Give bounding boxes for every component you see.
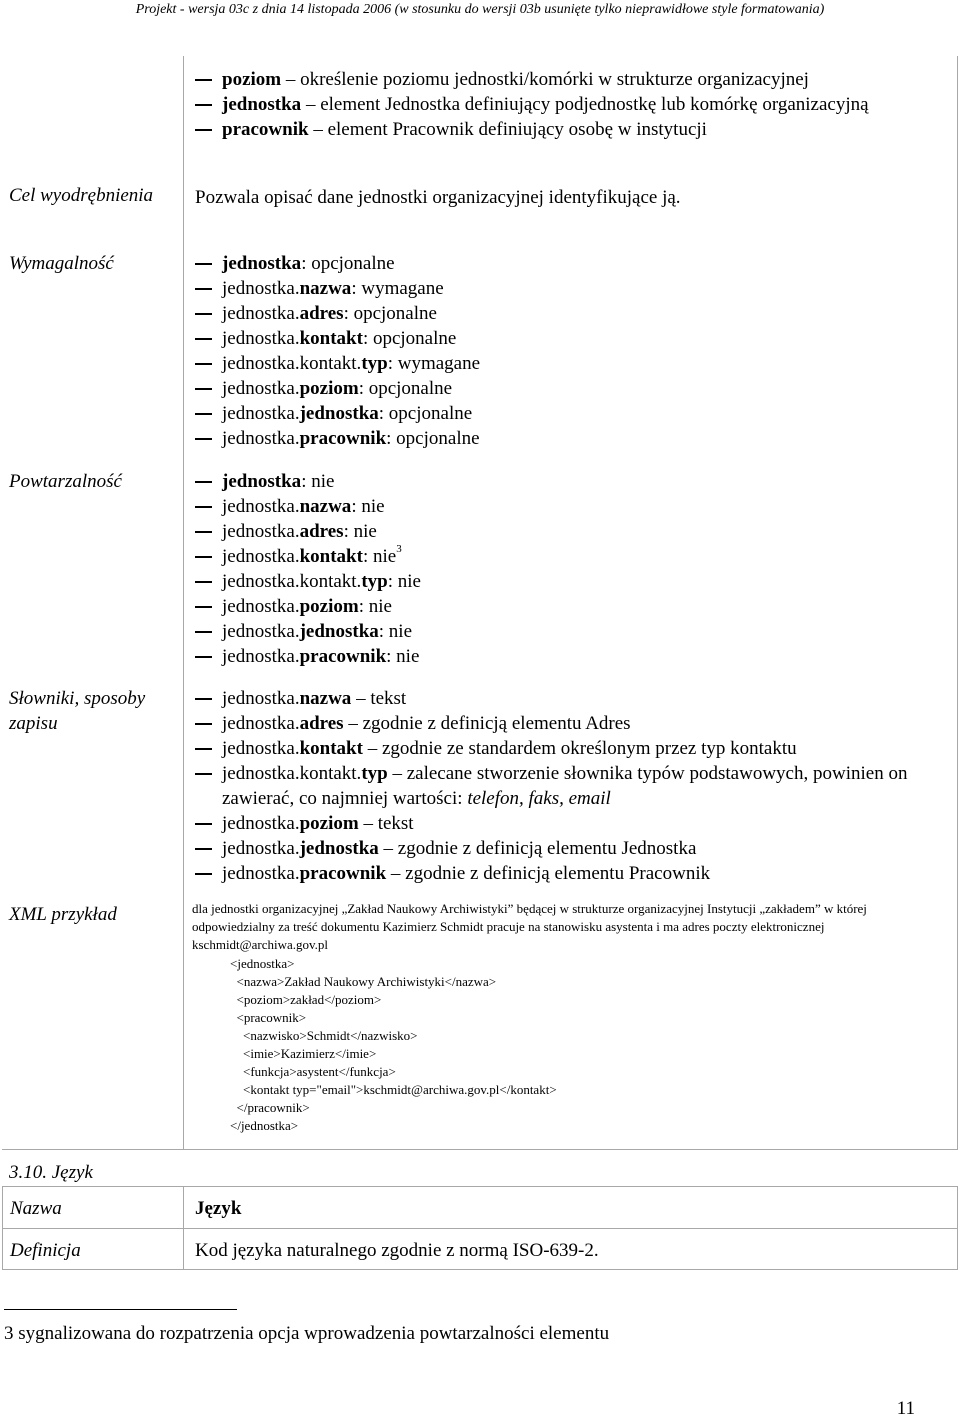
list-item xyxy=(195,301,957,326)
xml-code-line: <funkcja>asystent</funkcja> xyxy=(230,1064,396,1079)
item-prefix: jednostka. xyxy=(222,838,300,859)
item-suffix: : opcjonalne xyxy=(343,303,437,324)
list-item xyxy=(195,351,957,376)
nazwa-value: Język xyxy=(195,1198,242,1219)
item-key: poziom xyxy=(299,596,359,617)
item-prefix: jednostka. xyxy=(222,278,300,299)
xml-code-line: <pracownik> xyxy=(230,1010,307,1025)
xml-code-line: <nazwa>Zakład Naukowy Archiwistyki</nazwa> xyxy=(230,974,497,989)
item-italic: telefon, faks, email xyxy=(467,788,611,809)
item-prefix: jednostka. xyxy=(222,738,300,759)
intro-content-cell xyxy=(184,56,958,179)
xml-content-cell xyxy=(184,895,958,1149)
list-item xyxy=(195,644,957,669)
item-suffix: – zgodnie z definicją elementu Pracownik xyxy=(386,863,711,884)
list-item xyxy=(195,836,957,861)
xml-description: dla jednostki organizacyjnej „Zakład Naukowy Archiwistyki” będącej w strukturze organizacyjnej Instytucji „zakładem” w której odpowiedzialny za treść dokumentu Kazimierz Schmidt pracuje na stanowisku asystenta i ma adres poczty elektronicznej kschmidt@archiwa.gov.pl xyxy=(192,901,867,952)
item-key: adres xyxy=(299,521,344,542)
cel-row xyxy=(2,179,958,245)
item-prefix: jednostka. xyxy=(222,328,300,349)
item-key: adres xyxy=(299,303,344,324)
item-key: jednostka xyxy=(222,471,302,492)
list-item xyxy=(195,619,957,644)
slowniki-label: Słowniki, sposoby zapisu xyxy=(9,688,146,734)
item-key: kontakt xyxy=(299,546,363,567)
item-prefix: jednostka.kontakt. xyxy=(222,571,362,592)
powtarzalnosc-label-cell xyxy=(2,467,184,684)
item-key: typ xyxy=(361,571,388,592)
item-key: jednostka xyxy=(299,621,379,642)
item-suffix: – zgodnie z definicją elementu Adres xyxy=(343,713,631,734)
wymagalnosc-list xyxy=(184,251,957,451)
list-item xyxy=(195,761,957,811)
item-key: poziom xyxy=(299,378,359,399)
item-suffix: : opcjonalne xyxy=(358,378,453,399)
powtarzalnosc-content-cell xyxy=(184,467,958,684)
list-item xyxy=(195,494,957,519)
item-prefix: jednostka. xyxy=(222,813,300,834)
item-suffix: – zgodnie z definicją elementu Jednostka xyxy=(378,838,697,859)
cel-label-cell xyxy=(2,179,184,245)
cel-label: Cel wyodrębnienia xyxy=(9,185,154,206)
definicja-label: Definicja xyxy=(3,1229,184,1270)
list-item xyxy=(195,426,957,451)
xml-code-line: <imie>Kazimierz</imie> xyxy=(230,1046,377,1061)
xml-code-line: <kontakt typ="email">kschmidt@archiwa.gov.pl</kontakt> xyxy=(230,1082,557,1097)
definicja-value: Kod języka naturalnego zgodnie z normą ISO-639-2. xyxy=(195,1240,599,1261)
wymagalnosc-content-cell xyxy=(184,245,958,467)
wymagalnosc-row xyxy=(2,245,958,467)
list-item xyxy=(195,401,957,426)
item-key: adres xyxy=(299,713,344,734)
item-suffix: : opcjonalne xyxy=(362,328,457,349)
item-text: – określenie poziomu jednostki/komórki w strukturze organizacyjnej xyxy=(281,69,809,90)
item-prefix: jednostka. xyxy=(222,521,300,542)
item-suffix: : wymagane xyxy=(387,353,481,374)
wymagalnosc-label: Wymagalność xyxy=(9,253,114,274)
item-key: jednostka xyxy=(299,403,379,424)
item-suffix: : nie xyxy=(343,521,377,542)
list-item xyxy=(195,276,957,301)
slowniki-list xyxy=(184,686,957,886)
item-suffix: – tekst xyxy=(351,688,407,709)
intro-row xyxy=(2,56,958,179)
item-prefix: jednostka. xyxy=(222,303,300,324)
item-suffix: : nie xyxy=(362,546,397,567)
powtarzalnosc-label: Powtarzalność xyxy=(9,471,122,492)
xml-code-line: <jednostka> xyxy=(230,956,295,971)
item-key: jednostka xyxy=(222,94,302,115)
xml-code-line: <poziom>zakład</poziom> xyxy=(230,992,382,1007)
item-key: kontakt xyxy=(299,328,363,349)
item-key: nazwa xyxy=(299,278,352,299)
item-suffix: : nie xyxy=(351,496,385,517)
item-key: jednostka xyxy=(299,838,379,859)
list-item xyxy=(195,326,957,351)
item-suffix: : nie xyxy=(387,571,421,592)
item-suffix: : nie xyxy=(386,646,420,667)
language-table xyxy=(2,1186,958,1270)
xml-code-block xyxy=(184,954,957,1135)
item-key: poziom xyxy=(222,69,282,90)
item-text: – element Pracownik definiujący osobę w instytucji xyxy=(308,119,707,140)
list-item xyxy=(195,67,957,92)
footnote-ref: 3 xyxy=(396,543,402,555)
item-text: – element Jednostka definiujący podjednostkę lub komórkę organizacyjną xyxy=(301,94,869,115)
xml-label-cell xyxy=(2,895,184,1149)
nazwa-row xyxy=(3,1187,957,1229)
slowniki-content-cell xyxy=(184,684,958,895)
powtarzalnosc-list xyxy=(184,469,957,669)
list-item xyxy=(195,92,957,117)
intro-label-cell xyxy=(2,56,184,179)
item-key: nazwa xyxy=(299,496,352,517)
item-prefix: jednostka. xyxy=(222,688,300,709)
wymagalnosc-label-cell xyxy=(2,245,184,467)
intro-list xyxy=(184,67,957,142)
item-suffix: : nie xyxy=(358,596,392,617)
item-key: nazwa xyxy=(299,688,352,709)
item-prefix: jednostka. xyxy=(222,496,300,517)
item-suffix: : nie xyxy=(378,621,413,642)
item-prefix: jednostka. xyxy=(222,713,300,734)
item-key: kontakt xyxy=(299,738,363,759)
item-key: pracownik xyxy=(299,863,387,884)
item-prefix: jednostka. xyxy=(222,621,300,642)
powtarzalnosc-row xyxy=(2,467,958,684)
item-suffix: – zalecane stworzenie słownika typów podstawowych, powinien on zawierać, co najmniej wartości: xyxy=(222,763,908,809)
item-prefix: jednostka. xyxy=(222,378,300,399)
section-title: 3.10. Język xyxy=(9,1162,93,1183)
list-item xyxy=(195,861,957,886)
list-item xyxy=(195,811,957,836)
item-suffix: – zgodnie ze standardem określonym przez typ kontaktu xyxy=(362,738,797,759)
item-suffix: : nie xyxy=(301,471,335,492)
item-prefix: jednostka. xyxy=(222,546,300,567)
item-prefix: jednostka.kontakt. xyxy=(222,763,362,784)
element-spec-table xyxy=(2,56,958,1149)
list-item xyxy=(195,594,957,619)
item-prefix: jednostka. xyxy=(222,863,300,884)
cel-text: Pozwala opisać dane jednostki organizacyjnej identyfikujące ją. xyxy=(195,187,681,208)
list-item xyxy=(195,376,957,401)
xml-code-line: <nazwisko>Schmidt</nazwisko> xyxy=(230,1028,418,1043)
item-suffix: : opcjonalne xyxy=(386,428,480,449)
item-key: pracownik xyxy=(299,428,387,449)
item-prefix: jednostka. xyxy=(222,646,300,667)
item-prefix: jednostka. xyxy=(222,403,300,424)
list-item xyxy=(195,117,957,142)
list-item xyxy=(195,736,957,761)
page-number: 11 xyxy=(896,1398,915,1419)
item-key: typ xyxy=(361,763,388,784)
item-key: typ xyxy=(361,353,388,374)
definicja-row xyxy=(3,1229,957,1270)
footnote-separator xyxy=(4,1309,237,1310)
list-item xyxy=(195,544,957,569)
list-item xyxy=(195,251,957,276)
item-key: pracownik xyxy=(299,646,387,667)
item-suffix: : wymagane xyxy=(351,278,444,299)
list-item xyxy=(195,686,957,711)
xml-code-line: </jednostka> xyxy=(230,1118,299,1133)
nazwa-label: Nazwa xyxy=(3,1187,184,1228)
list-item xyxy=(195,519,957,544)
cel-content-cell xyxy=(184,179,958,245)
item-suffix: – tekst xyxy=(358,813,414,834)
slowniki-label-cell xyxy=(2,684,184,895)
list-item xyxy=(195,569,957,594)
slowniki-row xyxy=(2,684,958,895)
item-suffix: : opcjonalne xyxy=(301,253,395,274)
item-suffix: : opcjonalne xyxy=(378,403,473,424)
item-prefix: jednostka. xyxy=(222,428,300,449)
footnote: 3 sygnalizowana do rozpatrzenia opcja wprowadzenia powtarzalności elementu xyxy=(4,1323,610,1344)
item-prefix: jednostka.kontakt. xyxy=(222,353,362,374)
xml-code-line: </pracownik> xyxy=(230,1100,310,1115)
xml-row xyxy=(2,895,958,1150)
list-item xyxy=(195,711,957,736)
item-key: jednostka xyxy=(222,253,302,274)
list-item xyxy=(195,469,957,494)
page-header: Projekt - wersja 03c z dnia 14 listopada 2006 (w stosunku do wersji 03b usunięte tylko nieprawidłowe style formatowania) xyxy=(135,2,825,17)
item-prefix: jednostka. xyxy=(222,596,300,617)
item-key: poziom xyxy=(299,813,359,834)
xml-label: XML przykład xyxy=(9,904,117,925)
item-key: pracownik xyxy=(222,119,309,140)
